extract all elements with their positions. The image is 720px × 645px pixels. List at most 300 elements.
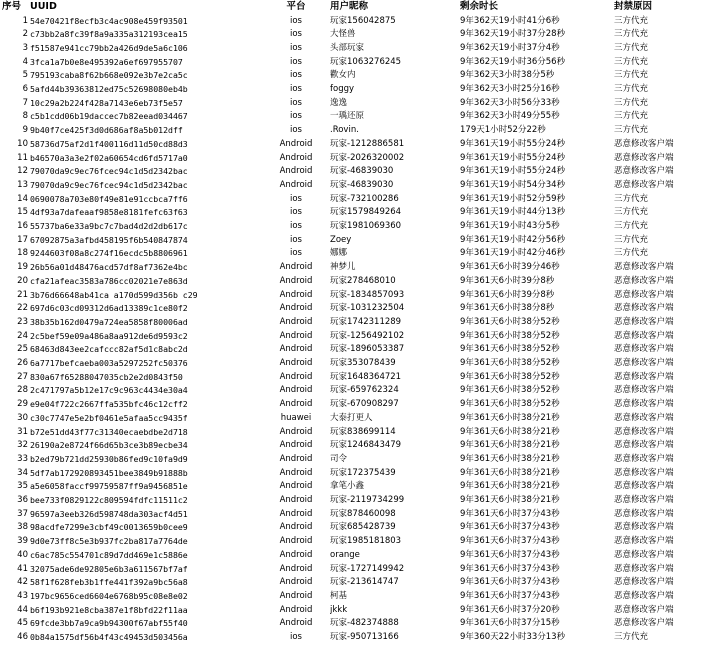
row-reason: 恶意修改客户端 xyxy=(614,577,674,588)
row-platform: Android xyxy=(279,303,313,314)
row-reason: 恶意修改客户端 xyxy=(614,618,674,629)
row-nickname: 玩家-46839030 xyxy=(330,179,394,190)
row-nickname: 头部玩家 xyxy=(330,42,365,53)
table-row xyxy=(0,604,720,618)
row-uuid: 5df7ab172920893451bee3849b91888b xyxy=(30,467,188,478)
row-uuid: 3fca1a7b0e8e495392a6ef697955707 xyxy=(30,56,183,67)
row-reason: 恶意修改客户端 xyxy=(614,481,674,492)
row-uuid: e9e04f722c2667ffa535bfc46c12cff2 xyxy=(30,399,188,410)
row-index: 36 xyxy=(17,495,28,505)
row-platform: Android xyxy=(279,522,313,533)
table-row xyxy=(0,384,720,398)
row-reason: 三方代充 xyxy=(614,632,649,642)
row-nickname: 玩家1579849264 xyxy=(330,207,402,218)
table-row xyxy=(0,343,720,357)
row-nickname: 玩家156042875 xyxy=(330,15,396,26)
table-row xyxy=(0,69,720,83)
row-remaining: 9年361天6小时38分52秒 xyxy=(460,316,560,327)
row-nickname: 歡女内 xyxy=(330,70,356,81)
row-platform: ios xyxy=(290,193,302,204)
row-uuid: 38b35b162d0479a724ea5858f80006ad xyxy=(30,316,188,327)
table-row xyxy=(0,316,720,330)
row-uuid: 3b76d66648ab41ca a170d599d356b c29 xyxy=(30,289,198,300)
row-index: 45 xyxy=(17,618,28,629)
row-nickname: 玩家-670908297 xyxy=(330,399,399,410)
row-remaining: 9年361天6小时37分43秒 xyxy=(460,563,560,574)
row-nickname: 玩家1246843479 xyxy=(330,440,402,451)
row-platform: Android xyxy=(279,289,313,300)
row-reason: 恶意修改客户端 xyxy=(614,453,674,464)
table-row xyxy=(0,289,720,303)
row-nickname: 玩家-1834857093 xyxy=(330,289,405,300)
row-index: 35 xyxy=(17,481,28,492)
row-nickname: .Rovin. xyxy=(330,125,359,136)
row-platform: ios xyxy=(290,221,302,231)
row-platform: Android xyxy=(279,166,313,177)
row-remaining: 9年361天6小时39分46秒 xyxy=(460,262,560,273)
row-remaining: 9年361天6小时39分8秒 xyxy=(460,289,555,300)
row-remaining: 9年362天19小时37分4秒 xyxy=(460,42,560,53)
row-remaining: 9年362天3小时25分16秒 xyxy=(460,84,560,94)
row-uuid: 26b56a01d48476acd57df8af7362e4bc xyxy=(30,262,188,273)
row-platform: Android xyxy=(279,440,313,451)
row-platform: Android xyxy=(279,536,313,547)
row-platform: Android xyxy=(279,549,313,560)
row-index: 5 xyxy=(22,70,28,81)
row-index: 23 xyxy=(17,316,28,327)
row-platform: ios xyxy=(290,207,302,218)
row-remaining: 9年361天6小时37分15秒 xyxy=(460,618,560,629)
row-nickname: 玩家353078439 xyxy=(330,358,396,368)
row-reason: 恶意修改客户端 xyxy=(614,344,674,355)
row-reason: 恶意修改客户端 xyxy=(614,138,674,149)
row-nickname: 玩家-2119734299 xyxy=(330,495,405,505)
row-reason: 三方代充 xyxy=(614,221,649,231)
row-remaining: 9年361天6小时38分52秒 xyxy=(460,344,560,355)
row-nickname: 玩家-46839030 xyxy=(330,166,394,177)
row-platform: huawei xyxy=(280,412,312,423)
row-reason: 恶意修改客户端 xyxy=(614,590,674,601)
table-row xyxy=(0,234,720,248)
row-nickname: 玩家878460098 xyxy=(330,508,396,519)
row-remaining: 9年361天6小时37分43秒 xyxy=(460,577,560,588)
table-row xyxy=(0,480,720,494)
row-uuid: 96597a3eeb326d598748da303acf4d51 xyxy=(30,508,188,519)
row-uuid: 58736d75af2d1f400116d11d50cd88d3 xyxy=(30,138,188,149)
row-remaining: 9年361天19小时43分5秒 xyxy=(460,221,560,231)
header-nickname: 用户昵称 xyxy=(330,1,369,12)
table-row xyxy=(0,453,720,467)
row-nickname: 玩家-213614747 xyxy=(330,577,399,588)
row-nickname: 神梦儿 xyxy=(330,262,356,273)
row-platform: ios xyxy=(290,632,302,642)
row-uuid: 0690078a703e80f49e81e91ccbca7ff6 xyxy=(30,193,188,204)
table-row xyxy=(0,439,720,453)
row-remaining: 9年361天6小时39分8秒 xyxy=(460,275,555,286)
table-row xyxy=(0,124,720,138)
row-nickname: 玩家838699114 xyxy=(330,426,396,437)
row-uuid: c6ac785c554701c89d7dd469e1c5886e xyxy=(30,549,188,560)
row-remaining: 9年361天19小时54分34秒 xyxy=(460,179,566,190)
row-index: 28 xyxy=(17,385,28,396)
row-uuid: 5afd44b39363812ed75c52698080eb4b xyxy=(30,84,188,94)
row-reason: 恶意修改客户端 xyxy=(614,440,674,451)
row-nickname: 拿笔小鑫 xyxy=(330,481,365,492)
table-row xyxy=(0,193,720,207)
row-nickname: Zoey xyxy=(330,234,352,245)
row-platform: Android xyxy=(279,275,313,286)
row-uuid: 2c471797a5b12e17c9c963c4434e30a4 xyxy=(30,385,188,396)
row-remaining: 9年362天3小时38分5秒 xyxy=(460,70,555,81)
row-nickname: 玩家1063276245 xyxy=(330,56,402,67)
row-reason: 恶意修改客户端 xyxy=(614,262,674,273)
row-remaining: 9年361天6小时38分21秒 xyxy=(460,426,560,437)
row-remaining: 179天1小时52分22秒 xyxy=(460,125,546,136)
row-uuid: b2ed79b721dd25930b86fed9c10fa9d9 xyxy=(30,453,188,464)
row-reason: 恶意修改客户端 xyxy=(614,275,674,286)
row-index: 41 xyxy=(17,563,28,574)
row-remaining: 9年361天6小时38分21秒 xyxy=(460,481,560,492)
row-platform: Android xyxy=(279,152,313,163)
row-nickname: 柯基 xyxy=(330,590,348,601)
row-nickname: 大怪兽 xyxy=(330,29,356,40)
row-remaining: 9年361天6小时37分43秒 xyxy=(460,522,560,533)
row-platform: Android xyxy=(279,495,313,505)
row-remaining: 9年361天19小时55分24秒 xyxy=(460,152,566,163)
row-uuid: c30c7747e5e2bf0461e5afaa5cc9435f xyxy=(30,412,188,423)
table-row xyxy=(0,617,720,631)
row-nickname: foggy xyxy=(330,84,355,94)
row-index: 6 xyxy=(22,84,28,94)
row-uuid: cfa21afeac3583a786cc02021e7e863d xyxy=(30,275,188,286)
row-remaining: 9年362天3小时56分33秒 xyxy=(460,97,560,108)
table-row xyxy=(0,467,720,481)
row-uuid: f51587e941cc79bb2a426d9de5a6c106 xyxy=(30,42,188,53)
row-index: 38 xyxy=(17,522,28,533)
row-nickname: 司令 xyxy=(330,453,348,464)
row-uuid: 4df93a7dafeaaf9858e8181fefc63f63 xyxy=(30,207,188,218)
row-remaining: 9年361天19小时55分24秒 xyxy=(460,166,566,177)
row-platform: Android xyxy=(279,467,313,478)
row-remaining: 9年362天19小时36分56秒 xyxy=(460,56,566,67)
row-nickname: 一瑀还原 xyxy=(330,111,365,122)
row-platform: ios xyxy=(290,234,302,245)
header-reason: 封禁原因 xyxy=(614,1,653,12)
row-platform: ios xyxy=(290,125,302,136)
row-index: 12 xyxy=(17,166,28,177)
row-nickname: 玩家-1256492102 xyxy=(330,330,405,341)
row-reason: 三方代充 xyxy=(614,234,649,245)
row-reason: 恶意修改客户端 xyxy=(614,399,674,410)
row-uuid: 98acdfe7299e3cbf49c0013659b0cee9 xyxy=(30,522,188,533)
row-reason: 三方代充 xyxy=(614,193,649,204)
row-uuid: 197bc9656ced6604e6768b95c08e8e02 xyxy=(30,590,188,601)
table-row xyxy=(0,28,720,42)
row-remaining: 9年361天6小时38分21秒 xyxy=(460,412,560,423)
row-nickname: 玩家278468010 xyxy=(330,275,396,286)
row-uuid: bee733f0829122c809594fdfc11511c2 xyxy=(30,495,188,505)
row-index: 24 xyxy=(17,330,28,341)
row-remaining: 9年361天6小时38分8秒 xyxy=(460,303,555,314)
table-row xyxy=(0,138,720,152)
header-row xyxy=(0,0,720,14)
table-row xyxy=(0,371,720,385)
row-reason: 恶意修改客户端 xyxy=(614,536,674,547)
row-remaining: 9年361天19小时42分56秒 xyxy=(460,234,566,245)
row-platform: Android xyxy=(279,358,313,368)
table-row xyxy=(0,302,720,316)
row-index: 25 xyxy=(17,344,28,355)
row-index: 9 xyxy=(22,125,28,136)
table-row xyxy=(0,549,720,563)
row-index: 1 xyxy=(22,15,28,26)
row-remaining: 9年362天19小时41分6秒 xyxy=(460,15,560,26)
row-uuid: a5e6058faccf99759587ff9a9456851e xyxy=(30,481,188,492)
row-platform: Android xyxy=(279,316,313,327)
row-uuid: c73bb2a8fc39f8a9a335a312193cea15 xyxy=(30,29,188,40)
row-platform: Android xyxy=(279,618,313,629)
row-index: 27 xyxy=(17,371,28,382)
row-nickname: 玩家1985181803 xyxy=(330,536,402,547)
row-platform: ios xyxy=(290,15,302,26)
table-row xyxy=(0,563,720,577)
row-reason: 三方代充 xyxy=(614,97,649,108)
row-remaining: 9年361天6小时38分21秒 xyxy=(460,440,560,451)
row-remaining: 9年361天6小时37分43秒 xyxy=(460,549,560,560)
row-remaining: 9年361天19小时55分24秒 xyxy=(460,138,566,149)
table-row xyxy=(0,165,720,179)
row-index: 42 xyxy=(17,577,28,588)
row-nickname: 玩家-732100286 xyxy=(330,193,399,204)
row-remaining: 9年361天6小时37分43秒 xyxy=(460,536,560,547)
row-nickname: 玩家-1031232504 xyxy=(330,303,405,314)
row-platform: Android xyxy=(279,330,313,341)
row-uuid: 67092875a3afbd458195f6b540847874 xyxy=(30,234,188,245)
row-uuid: b72e51dd43f77c31340ecaebdbe2d718 xyxy=(30,426,188,437)
row-remaining: 9年361天6小时38分52秒 xyxy=(460,385,560,396)
table-row xyxy=(0,247,720,261)
row-uuid: 10c29a2b224f428a7143e6eb73f5e57 xyxy=(30,97,183,108)
row-index: 29 xyxy=(17,399,28,410)
row-index: 4 xyxy=(22,56,28,67)
row-reason: 三方代充 xyxy=(614,84,649,94)
row-index: 37 xyxy=(17,508,28,519)
row-reason: 恶意修改客户端 xyxy=(614,166,674,177)
row-reason: 恶意修改客户端 xyxy=(614,426,674,437)
row-reason: 恶意修改客户端 xyxy=(614,549,674,560)
row-uuid: 697d6c03cd09312d6ad13389c1ce80f2 xyxy=(30,303,188,314)
row-remaining: 9年361天6小时37分43秒 xyxy=(460,590,560,601)
row-index: 15 xyxy=(17,207,28,218)
row-reason: 三方代充 xyxy=(614,70,649,81)
row-platform: Android xyxy=(279,262,313,273)
row-reason: 恶意修改客户端 xyxy=(614,412,674,423)
row-remaining: 9年360天22小时33分13秒 xyxy=(460,632,566,642)
row-nickname: 玩家-1212886581 xyxy=(330,138,405,149)
row-uuid: 0b84a1575df56b4f43c49453d503456a xyxy=(30,632,188,642)
row-platform: ios xyxy=(290,97,302,108)
row-reason: 恶意修改客户端 xyxy=(614,358,674,368)
row-uuid: 26190a2e8724f66d65b3ce3b89ecbe34 xyxy=(30,440,188,451)
row-index: 46 xyxy=(17,632,28,642)
row-platform: Android xyxy=(279,344,313,355)
table-row xyxy=(0,357,720,371)
row-platform: ios xyxy=(290,42,302,53)
table-row xyxy=(0,152,720,166)
row-nickname: 逸逸 xyxy=(330,97,348,108)
table-row xyxy=(0,576,720,590)
row-platform: ios xyxy=(290,84,302,94)
row-remaining: 9年361天6小时38分52秒 xyxy=(460,358,560,368)
row-reason: 恶意修改客户端 xyxy=(614,385,674,396)
row-nickname: 玩家-1896053387 xyxy=(330,344,405,355)
row-uuid: 6a7717befcaeba003a5297252fc50376 xyxy=(30,358,188,368)
row-index: 17 xyxy=(17,234,28,245)
row-uuid: 55737ba6e33a9bc7c7bad4d2d2db617c xyxy=(30,221,188,231)
table-row xyxy=(0,110,720,124)
row-index: 43 xyxy=(17,590,28,601)
row-reason: 恶意修改客户端 xyxy=(614,604,674,615)
row-nickname: orange xyxy=(330,549,360,560)
row-reason: 三方代充 xyxy=(614,207,649,218)
row-remaining: 9年361天6小时38分21秒 xyxy=(460,453,560,464)
row-reason: 三方代充 xyxy=(614,111,649,122)
table-row xyxy=(0,206,720,220)
row-reason: 恶意修改客户端 xyxy=(614,508,674,519)
row-reason: 恶意修改客户端 xyxy=(614,467,674,478)
header-platform: 平台 xyxy=(286,1,306,12)
table-row xyxy=(0,508,720,522)
row-remaining: 9年362天3小时49分55秒 xyxy=(460,111,560,122)
row-reason: 恶意修改客户端 xyxy=(614,371,674,382)
row-reason: 三方代充 xyxy=(614,42,649,53)
row-index: 11 xyxy=(17,152,28,163)
table-row xyxy=(0,426,720,440)
row-reason: 恶意修改客户端 xyxy=(614,522,674,533)
row-remaining: 9年361天6小时38分21秒 xyxy=(460,467,560,478)
row-nickname: 玩家685428739 xyxy=(330,522,396,533)
row-index: 22 xyxy=(17,303,28,314)
row-remaining: 9年361天6小时38分21秒 xyxy=(460,495,560,505)
table-row xyxy=(0,330,720,344)
row-uuid: 9d0e73ff8c5e3b937fc2ba817a7764de xyxy=(30,536,188,547)
row-platform: ios xyxy=(290,56,302,67)
row-platform: Android xyxy=(279,508,313,519)
row-platform: Android xyxy=(279,399,313,410)
row-remaining: 9年361天6小时38分52秒 xyxy=(460,371,560,382)
row-reason: 三方代充 xyxy=(614,56,649,67)
row-remaining: 9年361天6小时38分52秒 xyxy=(460,330,560,341)
row-uuid: 9b40f7ce425f3d0d686af8a5b012dff xyxy=(30,125,183,136)
row-reason: 恶意修改客户端 xyxy=(614,495,674,505)
row-uuid: 69fcde3bb7a9ca9b94300f67abf55f40 xyxy=(30,618,188,629)
row-index: 18 xyxy=(17,248,28,259)
row-nickname: 玩家-482374888 xyxy=(330,618,399,629)
row-remaining: 9年361天19小时44分13秒 xyxy=(460,207,566,218)
row-reason: 三方代充 xyxy=(614,15,649,26)
row-index: 30 xyxy=(17,412,28,423)
row-nickname: 娜娜 xyxy=(330,248,348,259)
table-row xyxy=(0,535,720,549)
row-platform: Android xyxy=(279,426,313,437)
row-uuid: 2c5bef59e09a486a8aa912de6d9593c2 xyxy=(30,330,188,341)
row-uuid: 795193caba8f62b668e092e3b7e2ca5c xyxy=(30,70,188,81)
row-platform: Android xyxy=(279,138,313,149)
row-remaining: 9年361天19小时52分59秒 xyxy=(460,193,566,204)
row-platform: Android xyxy=(279,563,313,574)
row-nickname: 玩家-1727149942 xyxy=(330,563,405,574)
row-index: 3 xyxy=(22,42,28,53)
row-index: 7 xyxy=(22,97,28,108)
row-uuid: b6f193b921e8cba387e1f8bfd22f11aa xyxy=(30,604,188,615)
row-reason: 三方代充 xyxy=(614,29,649,40)
row-index: 8 xyxy=(22,111,28,122)
table-row xyxy=(0,494,720,508)
row-reason: 恶意修改客户端 xyxy=(614,303,674,314)
row-index: 10 xyxy=(17,138,28,149)
row-reason: 三方代充 xyxy=(614,248,649,259)
table-row xyxy=(0,220,720,234)
row-index: 33 xyxy=(17,453,28,464)
row-index: 34 xyxy=(17,467,28,478)
row-remaining: 9年361天6小时37分20秒 xyxy=(460,604,560,615)
table-row xyxy=(0,42,720,56)
row-platform: Android xyxy=(279,481,313,492)
table-row xyxy=(0,83,720,97)
table-row xyxy=(0,521,720,535)
row-remaining: 9年361天19小时42分46秒 xyxy=(460,248,566,259)
row-platform: Android xyxy=(279,577,313,588)
row-uuid: 9244603f08a8c274f16ecdc5b8806961 xyxy=(30,248,188,259)
row-platform: Android xyxy=(279,179,313,190)
row-uuid: c5b1cdd06b19daccec7b82eead034467 xyxy=(30,111,188,122)
table-row xyxy=(0,56,720,70)
row-platform: Android xyxy=(279,371,313,382)
table-row xyxy=(0,261,720,275)
row-platform: Android xyxy=(279,590,313,601)
row-platform: ios xyxy=(290,70,302,81)
row-platform: Android xyxy=(279,453,313,464)
row-uuid: b46570a3a3e2f02a60654cd6fd5717a0 xyxy=(30,152,188,163)
row-index: 19 xyxy=(17,262,28,273)
row-index: 16 xyxy=(17,221,28,231)
row-platform: ios xyxy=(290,248,302,259)
row-platform: ios xyxy=(290,111,302,122)
row-reason: 三方代充 xyxy=(614,125,649,136)
row-index: 32 xyxy=(17,440,28,451)
row-platform: ios xyxy=(290,29,302,40)
row-platform: Android xyxy=(279,604,313,615)
row-reason: 恶意修改客户端 xyxy=(614,152,674,163)
row-uuid: 54e70421f8ecfb3c4ac908e459f93501 xyxy=(30,15,188,26)
table-row xyxy=(0,412,720,426)
table-row xyxy=(0,97,720,111)
row-nickname: 玩家-950713166 xyxy=(330,632,399,642)
row-index: 39 xyxy=(17,536,28,547)
row-uuid: 79070da9c9ec76fcec94c1d5d2342bac xyxy=(30,166,188,177)
row-nickname: 大泰打更人 xyxy=(330,412,373,423)
header-index: 序号 xyxy=(2,1,22,12)
table-row xyxy=(0,275,720,289)
row-remaining: 9年362天19小时37分28秒 xyxy=(460,29,566,40)
row-reason: 恶意修改客户端 xyxy=(614,563,674,574)
row-nickname: 玩家1742311289 xyxy=(330,316,402,327)
row-uuid: 79070da9c9ec76fcec94c1d5d2342bac xyxy=(30,179,188,190)
table-row xyxy=(0,590,720,604)
row-nickname: jkkk xyxy=(330,604,348,615)
row-remaining: 9年361天6小时38分52秒 xyxy=(460,399,560,410)
row-index: 21 xyxy=(17,289,28,300)
